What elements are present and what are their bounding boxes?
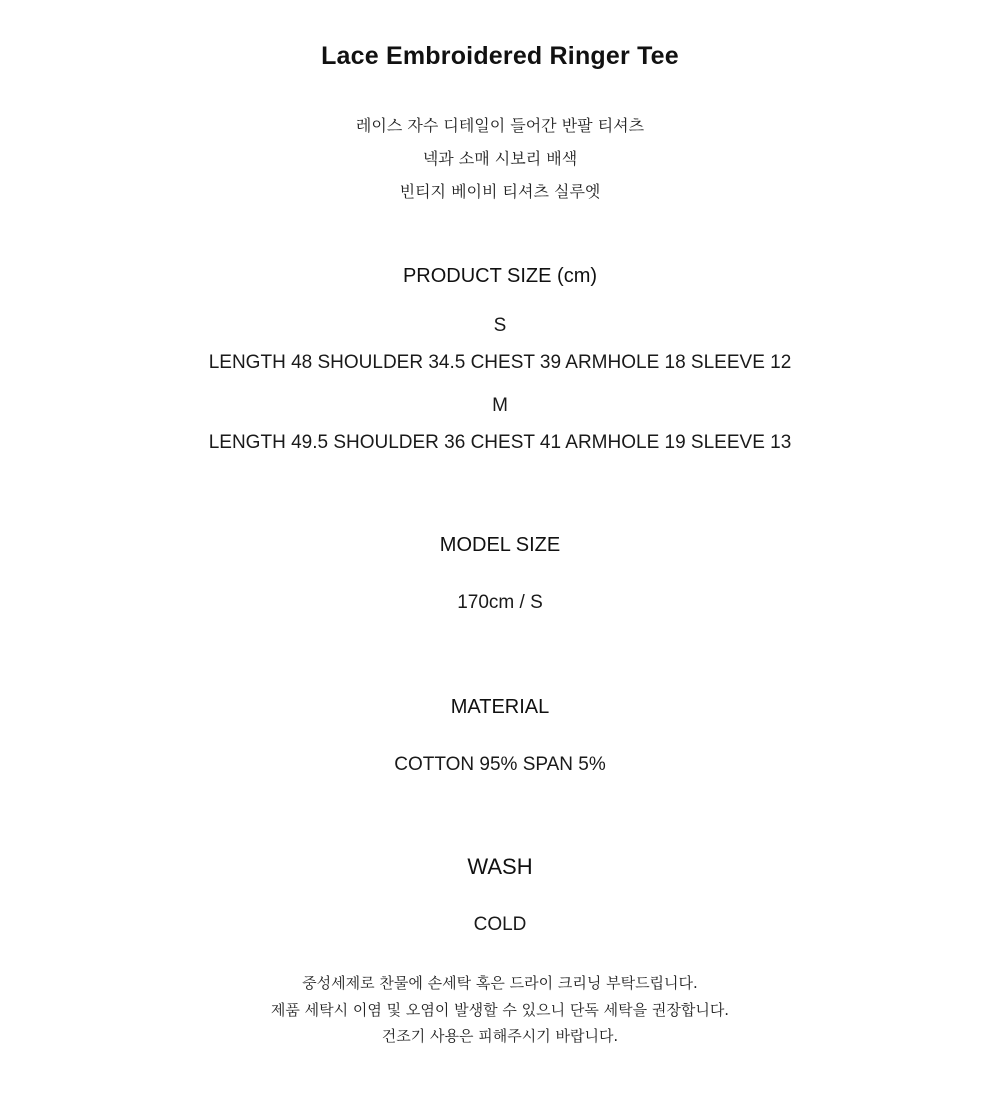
model-size-heading: MODEL SIZE [439,534,561,556]
wash-heading: WASH [467,854,533,879]
wash-note-1: 중성세제로 찬물에 손세탁 혹은 드라이 크리닝 부탁드립니다. [302,974,698,992]
product-size-heading: PRODUCT SIZE (cm) [402,265,598,287]
size-label-m: M [492,395,508,416]
wash-note-3: 건조기 사용은 피해주시기 바랍니다. [381,1027,619,1045]
wash-note-2: 제품 세탁시 이염 및 오염이 발생할 수 있으니 단독 세탁을 권장합니다. [270,1001,730,1019]
wash-value: COLD [473,914,527,935]
size-measurements-m: LENGTH 49.5 SHOULDER 36 CHEST 41 ARMHOLE 19 SLEEVE 13 [208,432,792,453]
size-measurements-s: LENGTH 48 SHOULDER 34.5 CHEST 39 ARMHOLE 18 SLEEVE 12 [208,352,792,373]
product-title: Lace Embroidered Ringer Tee [321,42,679,70]
description-line-1: 레이스 자수 디테일이 들어간 반팔 티셔츠 [355,116,645,135]
description-line-2: 넥과 소매 시보리 배색 [422,149,578,168]
material-value: COTTON 95% SPAN 5% [394,754,606,775]
material-heading: MATERIAL [450,696,550,718]
description-line-3: 빈티지 베이비 티셔츠 실루엣 [399,182,601,201]
size-label-s: S [493,315,507,336]
model-size-value: 170cm / S [457,592,543,613]
